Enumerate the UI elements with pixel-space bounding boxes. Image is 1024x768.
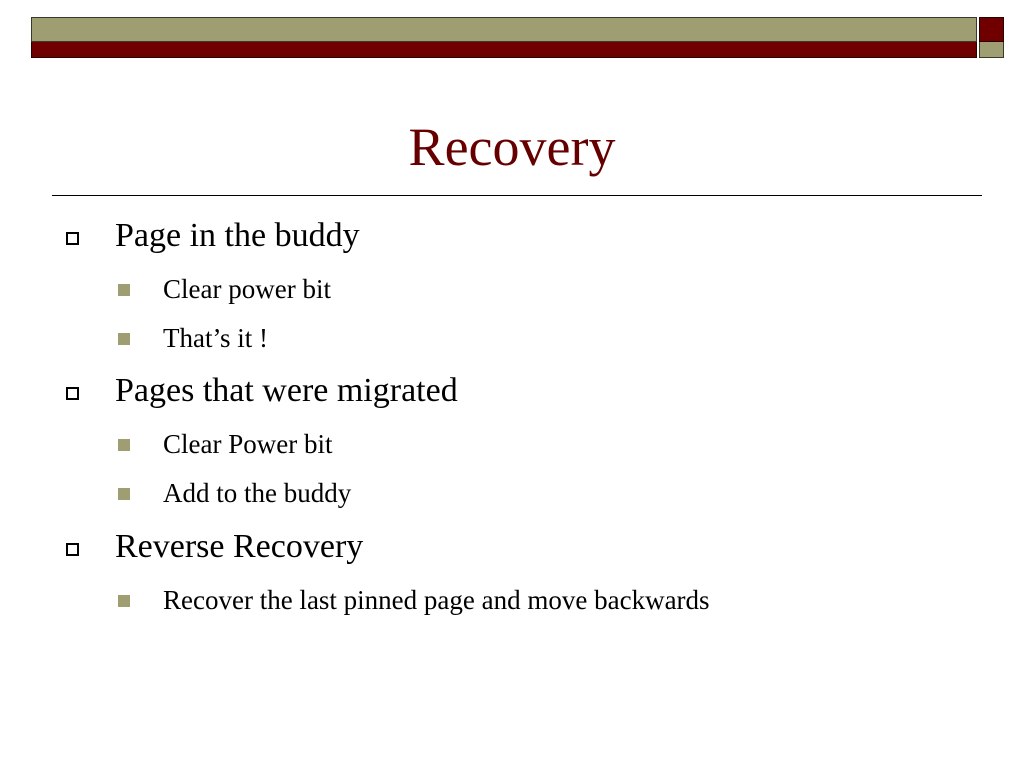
bullet-item: Page in the buddy	[115, 217, 360, 254]
sub-bullet-item: Clear Power bit	[163, 429, 333, 459]
bullet-item: Pages that were migrated	[115, 372, 458, 409]
sub-bullet-item: Clear power bit	[163, 274, 331, 304]
hollow-square-icon	[66, 387, 79, 400]
sub-bullet-item: Recover the last pinned page and move backwards	[163, 585, 710, 615]
filled-square-icon	[118, 488, 130, 500]
hollow-square-icon	[66, 232, 79, 245]
bullet-item: Reverse Recovery	[115, 528, 364, 565]
sub-bullet-item: Add to the buddy	[163, 478, 352, 508]
slide-title: Recovery	[408, 117, 616, 177]
filled-square-icon	[118, 333, 130, 345]
filled-square-icon	[118, 284, 130, 296]
hollow-square-icon	[66, 543, 79, 556]
filled-square-icon	[118, 439, 130, 451]
sub-bullet-item: That’s it !	[163, 323, 268, 353]
filled-square-icon	[118, 595, 130, 607]
